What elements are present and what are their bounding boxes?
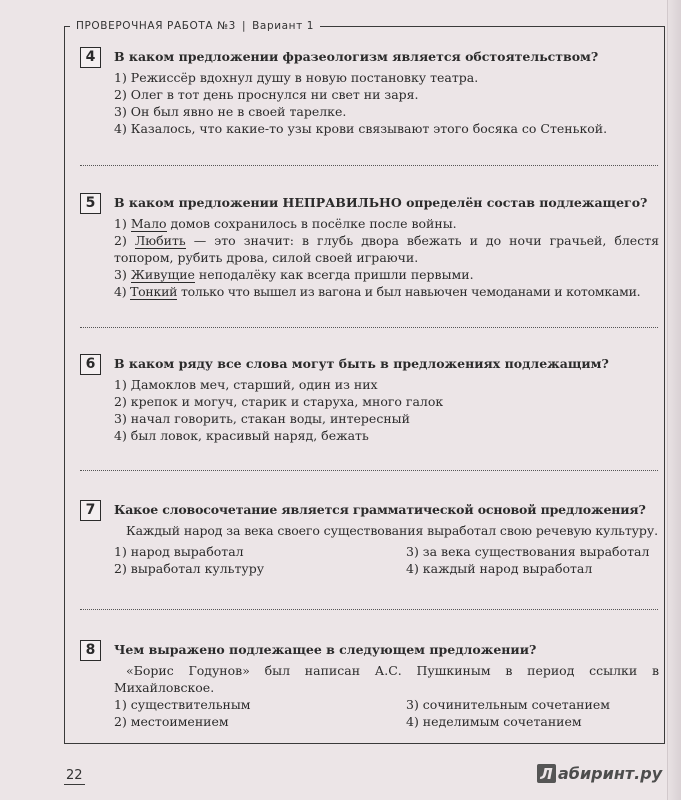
option-3[interactable]: 3) сочинительным сочетанием	[406, 697, 610, 712]
task-number-box: 6	[80, 354, 101, 375]
option-2[interactable]: 2) крепок и могуч, старик и старуха, много галок	[114, 394, 444, 409]
answer-line	[80, 327, 658, 328]
option-2[interactable]: 2) Олег в тот день проснулся ни свет ни заря.	[114, 87, 419, 102]
option-prefix: 3)	[114, 267, 131, 282]
page-edge	[667, 0, 681, 800]
option-4[interactable]: 4) неделимым сочетанием	[406, 714, 582, 729]
underlined-subject: Мало	[130, 216, 167, 231]
option-1[interactable]	[114, 215, 659, 232]
option-1[interactable]: 1) Дамоклов меч, старший, один из них	[114, 377, 378, 392]
option-list	[114, 215, 659, 300]
option-rest: — это значит: в глубь двора вбежать и до ночи грачьей, блестя топором, рубить дрова, силой своей играючи.	[114, 233, 660, 265]
page-header	[70, 18, 320, 34]
option-2[interactable]: 2) выработал культуру	[114, 561, 265, 576]
task-sentence: «Борис Годунов» был написан А.С. Пушкиным в период ссылки в Михайловское.	[114, 663, 659, 695]
option-grid	[114, 696, 659, 730]
option-rest: только что вышел из вагона и был навьючен чемоданами и котомками.	[177, 284, 641, 299]
task-number-box: 8	[80, 640, 101, 661]
option-1[interactable]: 1) народ выработал	[114, 544, 244, 559]
option-rest: домов сохранилось в посёлке после войны.	[166, 216, 457, 231]
task-sentence: Каждый народ за века своего существования выработал свою речевую культуру.	[126, 523, 658, 538]
underlined-subject: Любить	[134, 233, 186, 248]
task-question: Какое словосочетание является грамматической основой предложения?	[114, 502, 646, 517]
task-number-box: 4	[80, 47, 101, 68]
answer-line	[80, 165, 658, 166]
task-number-box: 7	[80, 500, 101, 521]
option-prefix: 2)	[114, 233, 135, 248]
task-question: В каком предложении фразеологизм является обстоятельством?	[114, 49, 599, 64]
underlined-subject: Тонкий	[130, 284, 178, 299]
option-1[interactable]: 1) Режиссёр вдохнул душу в новую постановку театра.	[114, 70, 479, 85]
option-2[interactable]: 2) местоимением	[114, 714, 229, 729]
option-prefix: 1)	[114, 216, 131, 231]
option-4[interactable]	[114, 283, 659, 300]
header-separator: |	[241, 20, 247, 32]
answer-line	[80, 470, 658, 471]
underlined-subject: Живущие	[130, 267, 195, 282]
option-3[interactable]: 3) Он был явно не в своей тарелке.	[114, 104, 347, 119]
option-rest: неподалёку как всегда пришли первыми.	[194, 267, 474, 282]
page-number: 22	[66, 768, 83, 783]
variant-label: Вариант 1	[252, 20, 315, 32]
watermark-text: абиринт.ру	[558, 764, 663, 783]
work-title: ПРОВЕРОЧНАЯ РАБОТА №3	[76, 20, 236, 32]
task-question: Чем выражено подлежащее в следующем предложении?	[114, 642, 537, 657]
option-3[interactable]: 3) начал говорить, стакан воды, интересный	[114, 411, 410, 426]
answer-line	[80, 609, 658, 610]
option-1[interactable]: 1) существительным	[114, 697, 251, 712]
option-prefix: 4)	[114, 284, 131, 299]
option-4[interactable]: 4) каждый народ выработал	[406, 561, 593, 576]
labirint-watermark	[537, 764, 662, 783]
option-list	[114, 376, 659, 444]
option-4[interactable]: 4) был ловок, красивый наряд, бежать	[114, 428, 369, 443]
option-3[interactable]	[114, 266, 659, 283]
option-list	[114, 69, 659, 137]
watermark-logo-icon: Л	[537, 764, 556, 783]
option-4[interactable]: 4) Казалось, что какие-то узы крови связывают этого босяка со Стенькой.	[114, 121, 608, 136]
option-3[interactable]: 3) за века существования выработал	[406, 544, 650, 559]
option-grid	[114, 543, 659, 577]
task-question: В каком предложении НЕПРАВИЛЬНО определён состав подлежащего?	[114, 195, 648, 210]
task-number-box: 5	[80, 193, 101, 214]
option-2[interactable]	[114, 232, 659, 266]
task-question: В каком ряду все слова могут быть в предложениях подлежащим?	[114, 356, 609, 371]
